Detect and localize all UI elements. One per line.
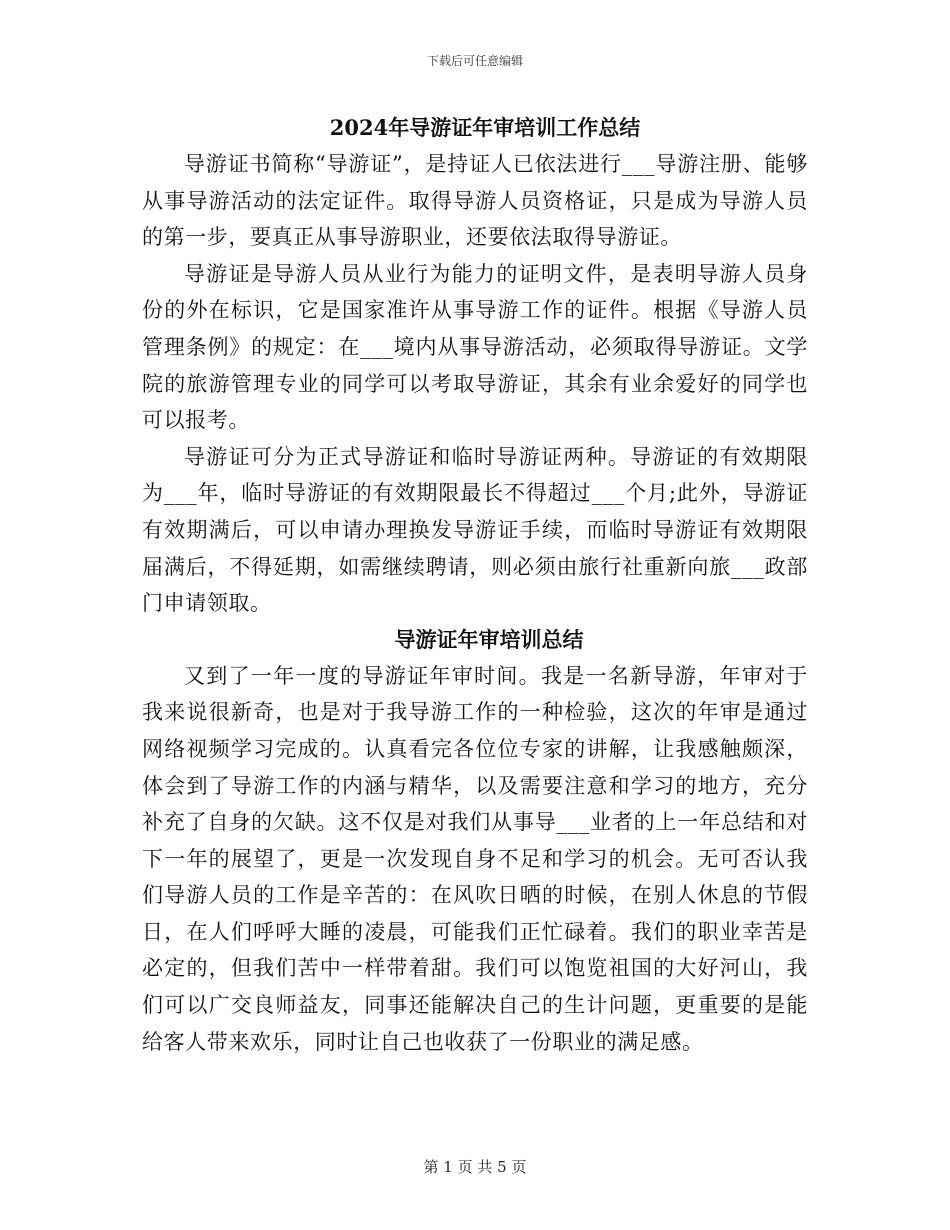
paragraph: 导游证是导游人员从业行为能力的证明文件，是表明导游人员身份的外在标识，它是国家准许从事导游工作的证件。根据《导游人员管理条例》的规定：在___境内从事导游活动，必须取得导游证。文学院的旅游管理专业的同学可以考取导游证，其余有业余爱好的同学也可以报考。 <box>142 261 808 433</box>
page-footer-page-number: 第 1 页 共 5 页 <box>423 1158 527 1176</box>
document-title: 2024年导游证年审培训工作总结 <box>329 115 641 140</box>
paragraph: 导游证可分为正式导游证和临时导游证两种。导游证的有效期限为___年，临时导游证的有效期限最长不得超过___个月;此外，导游证有效期满后，可以申请办理换发导游证手续，而临时导游证有效期限届满后，不得延期，如需继续聘请，则必须由旅行社重新向旅___政部门申请领取。 <box>142 444 808 616</box>
paragraph: 又到了一年一度的导游证年审时间。我是一名新导游，年审对于我来说很新奇，也是对于我导游工作的一种检验，这次的年审是通过网络视频学习完成的。认真看完各位位专家的讲解，让我感触颇深，体会到了导游工作的内涵与精华，以及需要注意和学习的地方，充分补充了自身的欠缺。这不仅是对我们从事导___业者的上一年总结和对下一年的展望了，更是一次发现自身不足和学习的机会。无可否认我们导游人员的工作是辛苦的：在风吹日晒的时候，在别人休息的节假日，在人们呼呼大睡的凌晨，可能我们正忙碌着。我们的职业幸苦是必定的，但我们苦中一样带着甜。我们可以饱览祖国的大好河山，我们可以广交良师益友，同事还能解决自己的生计问题，更重要的是能给客人带来欢乐，同时让自己也收获了一份职业的满足感。 <box>142 663 808 1054</box>
paragraph: 导游证书简称“导游证”，是持证人已依法进行___导游注册、能够从事导游活动的法定证件。取得导游人员资格证，只是成为导游人员的第一步，要真正从事导游职业，还要依法取得导游证。 <box>142 152 808 250</box>
section-title: 导游证年审培训总结 <box>394 626 584 652</box>
document-body <box>142 110 808 1060</box>
page-header-note: 下载后可任意编辑 <box>426 54 523 68</box>
